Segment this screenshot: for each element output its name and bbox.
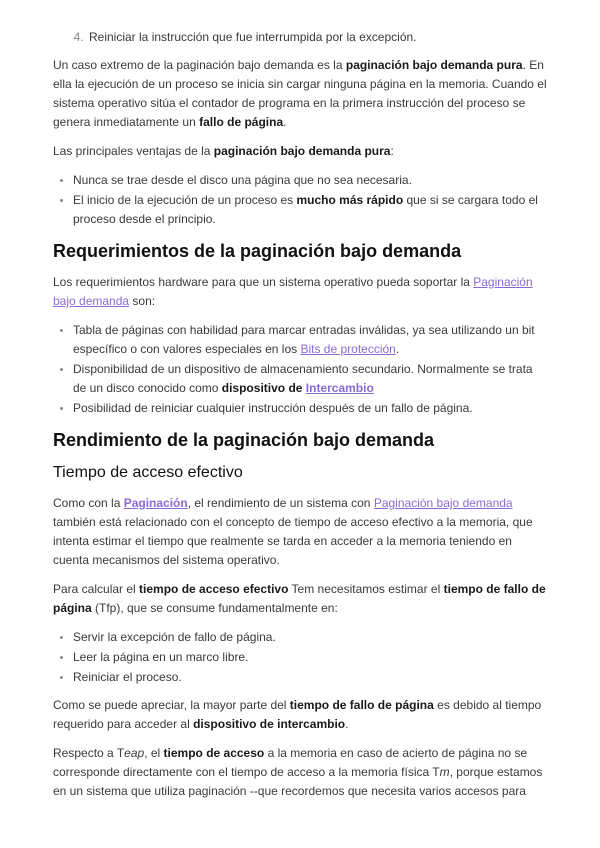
- advantages-list: [53, 171, 549, 229]
- heading-rendimiento: Rendimiento de la paginación bajo demanda: [53, 430, 435, 450]
- fallo-steps-list: [53, 628, 549, 687]
- paragraph-como-con: Como con la Paginación, el rendimiento de un sistema con Paginación bajo demanda también está relacionado con el concepto de tiempo de acceso efectivo a la memoria, que intenta estimar el tiempo que realmente se tarda en acceder a la memoria teniendo en cuenta mecanismos del sistema operativo.: [53, 496, 533, 567]
- bold-term: tiempo de acceso: [163, 746, 265, 760]
- bold-term: paginación bajo demanda pura: [213, 144, 391, 158]
- bold-term: tiempo de fallo de página: [289, 698, 434, 712]
- bold-term: mucho más rápido: [296, 193, 404, 207]
- link-paginacion[interactable]: Paginación: [123, 496, 188, 510]
- bold-term: dispositivo de intercambio: [193, 717, 346, 731]
- heading-requerimientos: Requerimientos de la paginación bajo demanda: [53, 241, 462, 261]
- list-item: • Leer la página en un marco libre.: [73, 648, 549, 667]
- list-item: • Nunca se trae desde el disco una página que no sea necesaria.: [73, 171, 549, 190]
- list-item: 4. Reiniciar la instrucción que fue interrumpida por la excepción.: [87, 28, 549, 47]
- paragraph-respecto: Respecto a Teap, el tiempo de acceso a la memoria en caso de acierto de página no se corresponde directamente con el tiempo de acceso a la memoria física Tm, porque estamos en un sistema que utiliza paginación --que recordemos que necesita varios accesos para: [53, 746, 543, 798]
- bold-term: dispositivo de: [221, 381, 306, 395]
- link-bits-proteccion[interactable]: Bits de protección: [300, 342, 396, 356]
- list-item: • Disponibilidad de un dispositivo de almacenamiento secundario. Normalmente se trata de un disco conocido como dispositivo de Intercambio: [73, 360, 549, 398]
- list-item: • Reiniciar el proceso.: [73, 668, 549, 687]
- steps-list: [53, 28, 549, 47]
- heading-tiempo-acceso: Tiempo de acceso efectivo: [53, 464, 243, 481]
- paragraph-requerimientos: Los requerimientos hardware para que un sistema operativo pueda soportar la Paginación bajo demanda son:: [53, 275, 533, 308]
- paragraph-calcular: Para calcular el tiempo de acceso efectivo Tem necesitamos estimar el tiempo de fallo de página (Tfp), que se consume fundamentalmente en:: [53, 582, 546, 615]
- paragraph-pura: Un caso extremo de la paginación bajo demanda es la paginación bajo demanda pura. En ella la ejecución de un proceso se inicia sin cargar ninguna página en la memoria. Cuando el sistema operativo sitúa el contador de programa en la primera instrucción del proceso se genera inmediatamente un fallo de página.: [53, 58, 547, 129]
- paragraph-ventajas: Las principales ventajas de la paginación bajo demanda pura:: [53, 144, 394, 158]
- link-paginacion-bajo-demanda[interactable]: Paginación bajo demanda: [53, 275, 533, 308]
- bold-term: tiempo de fallo de página: [53, 582, 546, 615]
- bold-term: paginación bajo demanda pura: [345, 58, 523, 72]
- paragraph-apreciar: Como se puede apreciar, la mayor parte del tiempo de fallo de página es debido al tiempo requerido para acceder al dispositivo de intercambio.: [53, 698, 542, 731]
- list-item: • Tabla de páginas con habilidad para marcar entradas inválidas, ya sea utilizando un bit específico o con valores especiales en los Bits de protección.: [73, 321, 549, 359]
- list-item: • Posibilidad de reiniciar cualquier instrucción después de un fallo de página.: [73, 399, 549, 418]
- link-intercambio[interactable]: Intercambio: [305, 381, 374, 395]
- requirements-list: [53, 321, 549, 418]
- list-item: • El inicio de la ejecución de un proceso es mucho más rápido que si se cargara todo el proceso desde el principio.: [73, 191, 549, 229]
- bold-term: tiempo de acceso efectivo: [139, 582, 289, 596]
- link-paginacion-bajo-demanda[interactable]: Paginación bajo demanda: [373, 496, 513, 510]
- document-body: [53, 28, 549, 811]
- bold-term: fallo de página: [199, 115, 284, 129]
- list-item: • Servir la excepción de fallo de página.: [73, 628, 549, 647]
